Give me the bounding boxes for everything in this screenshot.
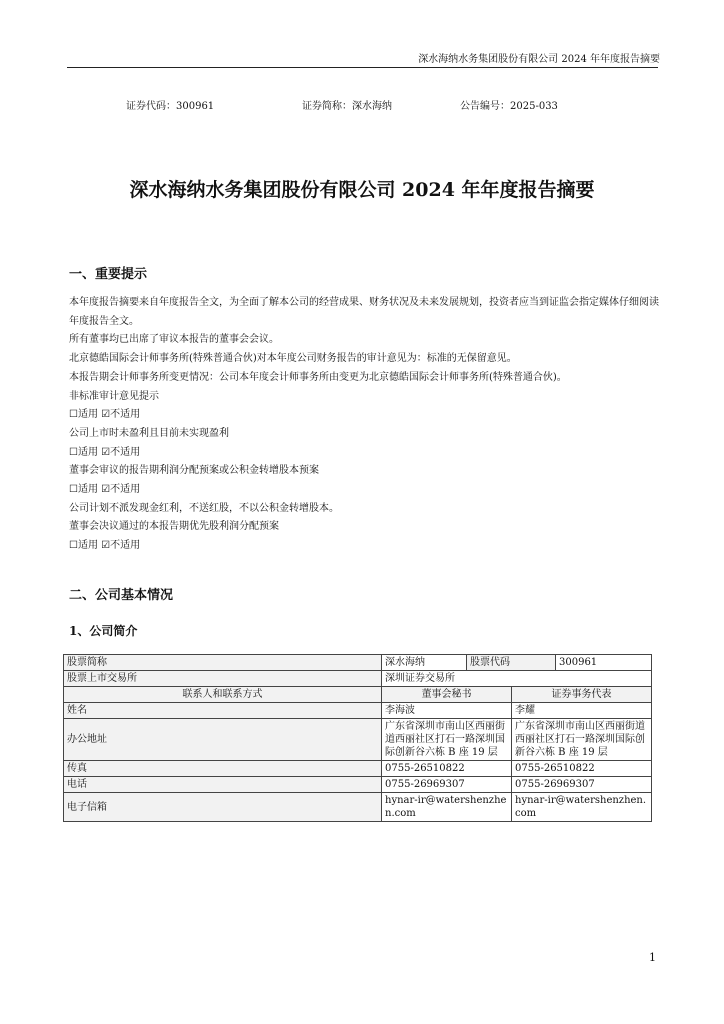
secretary-address: 广东省深圳市南山区西丽街道西丽社区打石一路深圳国际创新谷六栋 B 座 19 层 bbox=[382, 719, 512, 761]
table-row bbox=[64, 687, 652, 703]
applicability-checkbox: ☐适用 ☑不适用 bbox=[69, 540, 141, 552]
paragraph: 所有董事均已出席了审议本报告的董事会会议。 bbox=[69, 334, 279, 346]
exchange-label: 股票上市交易所 bbox=[64, 671, 382, 687]
running-header: 深水海纳水务集团股份有限公司 2024 年年度报告摘要 bbox=[418, 54, 660, 65]
secretary-name: 李海波 bbox=[382, 703, 512, 719]
secretary-fax: 0755-26510822 bbox=[382, 761, 512, 777]
table-row bbox=[64, 761, 652, 777]
section-heading-important-notice: 一、重要提示 bbox=[69, 267, 148, 282]
stock-abbreviation: 证券简称：深水海纳 bbox=[302, 101, 392, 112]
secretary-email: hynar-ir@watershenzhen.com bbox=[382, 793, 512, 822]
stock-code-label: 股票代码 bbox=[467, 655, 556, 671]
paragraph: 公司计划不派发现金红利，不送红股，不以公积金转增股本。 bbox=[69, 502, 339, 514]
phone-label: 电话 bbox=[64, 777, 382, 793]
announcement-meta bbox=[126, 97, 606, 111]
table-row bbox=[64, 655, 652, 671]
email-label: 电子信箱 bbox=[64, 793, 382, 822]
secretary-header: 董事会秘书 bbox=[382, 687, 512, 703]
announcement-number: 公告编号：2025-033 bbox=[460, 101, 558, 112]
contact-header: 联系人和联系方式 bbox=[64, 687, 382, 703]
representative-address: 广东省深圳市南山区西丽街道西丽社区打石一路深圳国际创新谷六栋 B 座 19 层 bbox=[512, 719, 652, 761]
table-row bbox=[64, 777, 652, 793]
table-row bbox=[64, 671, 652, 687]
stock-code: 证券代码：300961 bbox=[126, 101, 215, 112]
table-row bbox=[64, 703, 652, 719]
name-label: 姓名 bbox=[64, 703, 382, 719]
representative-name: 李耀 bbox=[512, 703, 652, 719]
exchange-value: 深圳证券交易所 bbox=[382, 671, 652, 687]
paragraph: 本报告期会计师事务所变更情况：公司本年度会计师事务所由变更为北京德皓国际会计师事务所(特殊普通合伙)。 bbox=[69, 371, 567, 383]
company-profile-table bbox=[63, 654, 652, 822]
applicability-checkbox: ☐适用 ☑不适用 bbox=[69, 446, 141, 458]
representative-fax: 0755-26510822 bbox=[512, 761, 652, 777]
section-heading-company-info: 二、公司基本情况 bbox=[69, 588, 174, 603]
page-number: 1 bbox=[649, 951, 656, 964]
applicability-checkbox: ☐适用 ☑不适用 bbox=[69, 484, 141, 496]
header-rule bbox=[67, 67, 658, 68]
stock-code-value: 300961 bbox=[556, 655, 652, 671]
representative-email: hynar-ir@watershenzhen.com bbox=[512, 793, 652, 822]
paragraph: 董事会决议通过的本报告期优先股利润分配预案 bbox=[69, 521, 279, 533]
paragraph: 非标准审计意见提示 bbox=[69, 390, 159, 402]
table-row bbox=[64, 793, 652, 822]
representative-phone: 0755-26969307 bbox=[512, 777, 652, 793]
page-title: 深水海纳水务集团股份有限公司 2024 年年度报告摘要 bbox=[129, 179, 595, 201]
secretary-phone: 0755-26969307 bbox=[382, 777, 512, 793]
paragraph: 本年度报告摘要来自年度报告全文，为全面了解本公司的经营成果、财务状况及未来发展规划，投资者应当到证监会指定媒体仔细阅读年度报告全文。 bbox=[69, 297, 659, 327]
stock-abbr-value: 深水海纳 bbox=[382, 655, 467, 671]
paragraph: 公司上市时未盈利且目前未实现盈利 bbox=[69, 427, 229, 439]
applicability-checkbox: ☐适用 ☑不适用 bbox=[69, 409, 141, 421]
table-row bbox=[64, 719, 652, 761]
paragraph: 董事会审议的报告期利润分配预案或公积金转增股本预案 bbox=[69, 465, 319, 477]
fax-label: 传真 bbox=[64, 761, 382, 777]
representative-header: 证券事务代表 bbox=[512, 687, 652, 703]
paragraph: 北京德皓国际会计师事务所(特殊普通合伙)对本年度公司财务报告的审计意见为：标准的无保留意见。 bbox=[69, 353, 517, 365]
stock-abbr-label: 股票简称 bbox=[64, 655, 382, 671]
important-notice-body bbox=[69, 294, 659, 556]
sub-heading-company-profile: 1、公司简介 bbox=[69, 624, 138, 638]
address-label: 办公地址 bbox=[64, 719, 382, 761]
